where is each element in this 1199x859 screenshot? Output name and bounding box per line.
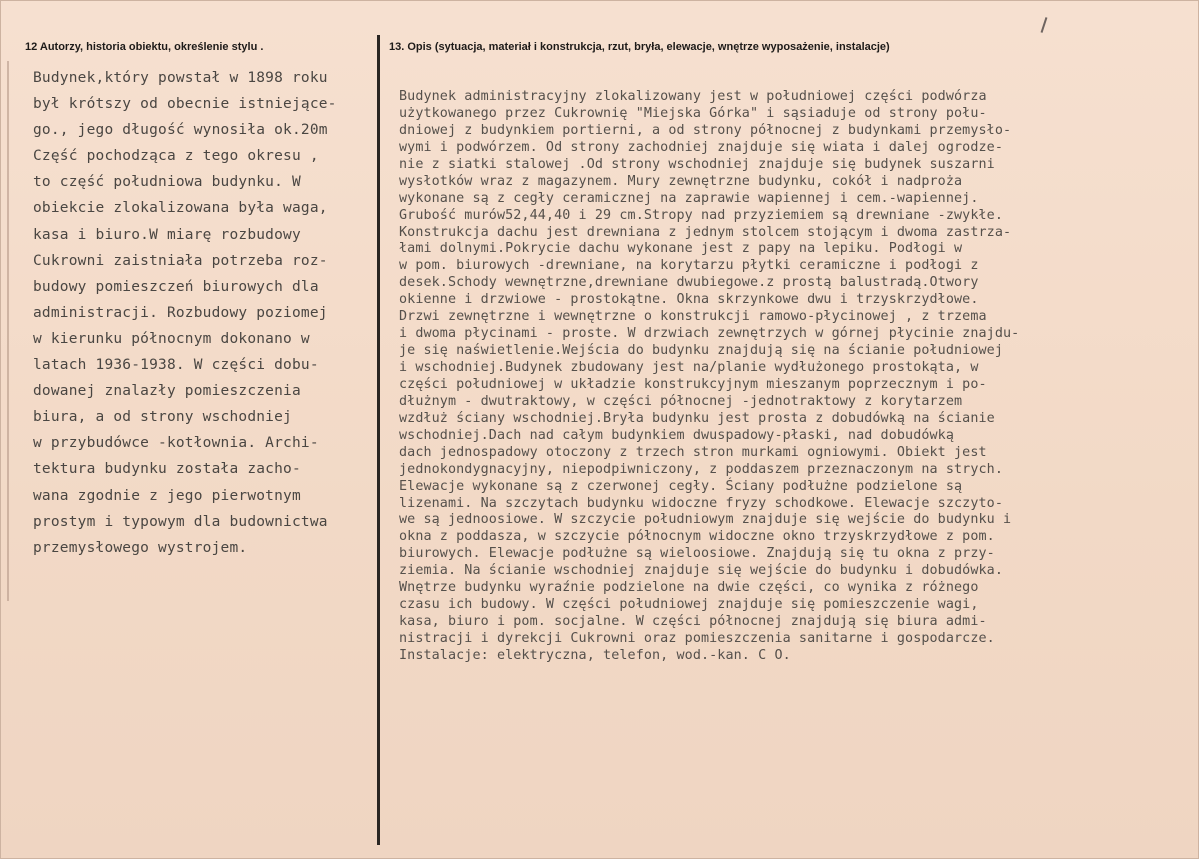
history-line: był krótszy od obecnie istniejące- <box>33 96 337 113</box>
history-line: w przybudówce -kotłownia. Archi- <box>33 435 319 452</box>
description-line: wykonane są z cegły ceramicznej na zaprawie wapiennej i cem.-wapiennej. <box>399 190 979 206</box>
description-line: wschodniej.Dach nad całym budynkiem dwuspadowy-płaski, nad dobudówką <box>399 427 955 443</box>
history-line: Budynek,który powstał w 1898 roku <box>33 70 328 86</box>
description-line: nie z siatki stalowej .Od strony wschodniej znajduje się budynek suszarni <box>399 156 995 172</box>
description-line: Elewacje wykonane są z czerwonej cegły. Ściany podłużne podzielone są <box>399 478 963 494</box>
description-line: wzdłuż ściany wschodniej.Bryła budynku jest prosta z dobudówką na ścianie <box>399 410 995 426</box>
description-line: we są jednoosiowe. W szczycie południowym znajduje się wejście do budynku i <box>399 512 1012 528</box>
description-line: Wnętrze budynku wyraźnie podzielone na dwie części, co wynika z różnego <box>399 580 979 596</box>
description-line: kasa, biuro i pom. socjalne. W części północnej znajdują się biura admi- <box>399 614 987 630</box>
description-line: Grubość murów52,44,40 i 29 cm.Stropy nad przyziemiem są drewniane -zwykłe. <box>399 207 1003 223</box>
left-margin-rule <box>7 61 9 601</box>
history-text-column <box>33 65 373 561</box>
description-line: okienne i drzwiowe - prostokątne. Okna skrzynkowe dwu i trzyskrzydłowe. <box>399 292 979 308</box>
section-12-heading: 12 Autorzy, historia obiektu, określenie stylu . <box>25 41 264 53</box>
history-line: Część pochodząca z tego okresu , <box>33 148 319 165</box>
description-line: Konstrukcja dachu jest drewniana z jednym stolcem stojącym i dwoma zastrza- <box>399 224 1012 240</box>
description-line: jednokondygnacyjny, niepodpiwniczony, z poddaszem przeznaczonym na strych. <box>399 461 1003 477</box>
description-line: dniowej z budynkiem portierni, a od strony północnej z budynkami przemysło- <box>399 122 1012 138</box>
description-line: użytkowanego przez Cukrownię "Miejska Górka" i sąsiaduje od strony połu- <box>399 105 987 121</box>
history-line: go., jego długość wynosiła ok.20m <box>33 122 328 139</box>
description-line: i wschodniej.Budynek zbudowany jest na/planie wydłużonego prostokąta, w <box>399 360 979 375</box>
history-line: administracji. Rozbudowy poziomej <box>33 304 328 321</box>
description-line: dłużnym - dwutraktowy, w części północnej -jednotraktowy z korytarzem <box>399 393 963 409</box>
description-line: okna z poddasza, w szczycie północnym widoczne okno trzyskrzydłowe z pom. <box>399 529 995 545</box>
section-13-heading: 13. Opis (sytuacja, materiał i konstrukcja, rzut, bryła, elewacje, wnętrze wyposażenie, instalacje) <box>389 41 890 53</box>
column-divider <box>377 35 380 845</box>
history-line: budowy pomieszczeń biurowych dla <box>33 278 319 295</box>
history-line: obiekcie zlokalizowana była waga, <box>33 200 328 217</box>
pencil-mark <box>1041 17 1048 33</box>
history-line: to część południowa budynku. W <box>33 174 301 191</box>
history-line: przemysłowego wystrojem. <box>33 539 248 556</box>
history-line: biura, a od strony wschodniej <box>33 409 292 426</box>
description-line: lizenami. Na szczytach budynku widoczne fryzy schodkowe. Elewacje szczyto- <box>399 495 1003 511</box>
history-line: wana zgodnie z jego pierwotnym <box>33 487 301 504</box>
history-line: kasa i biuro.W miarę rozbudowy <box>33 226 301 243</box>
description-line: i dwoma płycinami - proste. W drzwiach zewnętrzych w górnej płycinie znajdu- <box>399 326 1020 342</box>
description-line: Drzwi zewnętrzne i wewnętrzne o konstrukcji ramowo-płycinowej , z trzema <box>399 309 987 325</box>
description-line: wysłotków wraz z magazynem. Mury zewnętrzne budynku, cokół i nadproża <box>399 173 963 189</box>
history-line: prostym i typowym dla budownictwa <box>33 513 328 530</box>
description-line: biurowych. Elewacje podłużne są wieloosiowe. Znajdują się tu okna z przy- <box>399 546 995 562</box>
description-line: wymi i podwórzem. Od strony zachodniej znajduje się wiata i dalej ogrodze- <box>399 139 1003 155</box>
history-line: w kierunku północnym dokonano w <box>33 330 310 347</box>
description-line: łami dolnymi.Pokrycie dachu wykonane jest z papy na lepiku. Podłogi w <box>399 241 963 257</box>
description-line: dach jednospadowy otoczony z trzech stron murkami ogniowymi. Obiekt jest <box>399 444 987 460</box>
description-line: czasu ich budowy. W części południowej znajduje się pomieszczenie wagi, <box>399 597 979 613</box>
description-line: w pom. biurowych -drewniane, na korytarzu płytki ceramiczne i podłogi z <box>399 258 979 274</box>
description-line: ziemia. Na ścianie wschodniej znajduje się wejście do budynku i dobudówka. <box>399 563 1003 579</box>
history-line: dowanej znalazły pomieszczenia <box>33 383 301 400</box>
description-text-column <box>399 89 1179 665</box>
history-line: Cukrowni zaistniała potrzeba roz- <box>33 252 328 269</box>
description-line: nistracji i dyrekcji Cukrowni oraz pomieszczenia sanitarne i gospodarcze. <box>399 631 995 646</box>
description-line: desek.Schody wewnętrzne,drewniane dwubiegowe.z prostą balustradą.Otwory <box>399 275 979 291</box>
description-line: części południowej w układzie konstrukcyjnym mieszanym poprzecznym i po- <box>399 376 987 392</box>
history-line: latach 1936-1938. W części dobu- <box>33 357 319 374</box>
description-line: Instalacje: elektryczna, telefon, wod.-kan. C O. <box>399 647 791 663</box>
description-line: Budynek administracyjny zlokalizowany jest w południowej części podwórza <box>399 89 987 104</box>
history-line: tektura budynku została zacho- <box>33 461 301 478</box>
description-line: je się naświetlenie.Wejścia do budynku znajdują się na ścianie południowej <box>399 343 1003 359</box>
